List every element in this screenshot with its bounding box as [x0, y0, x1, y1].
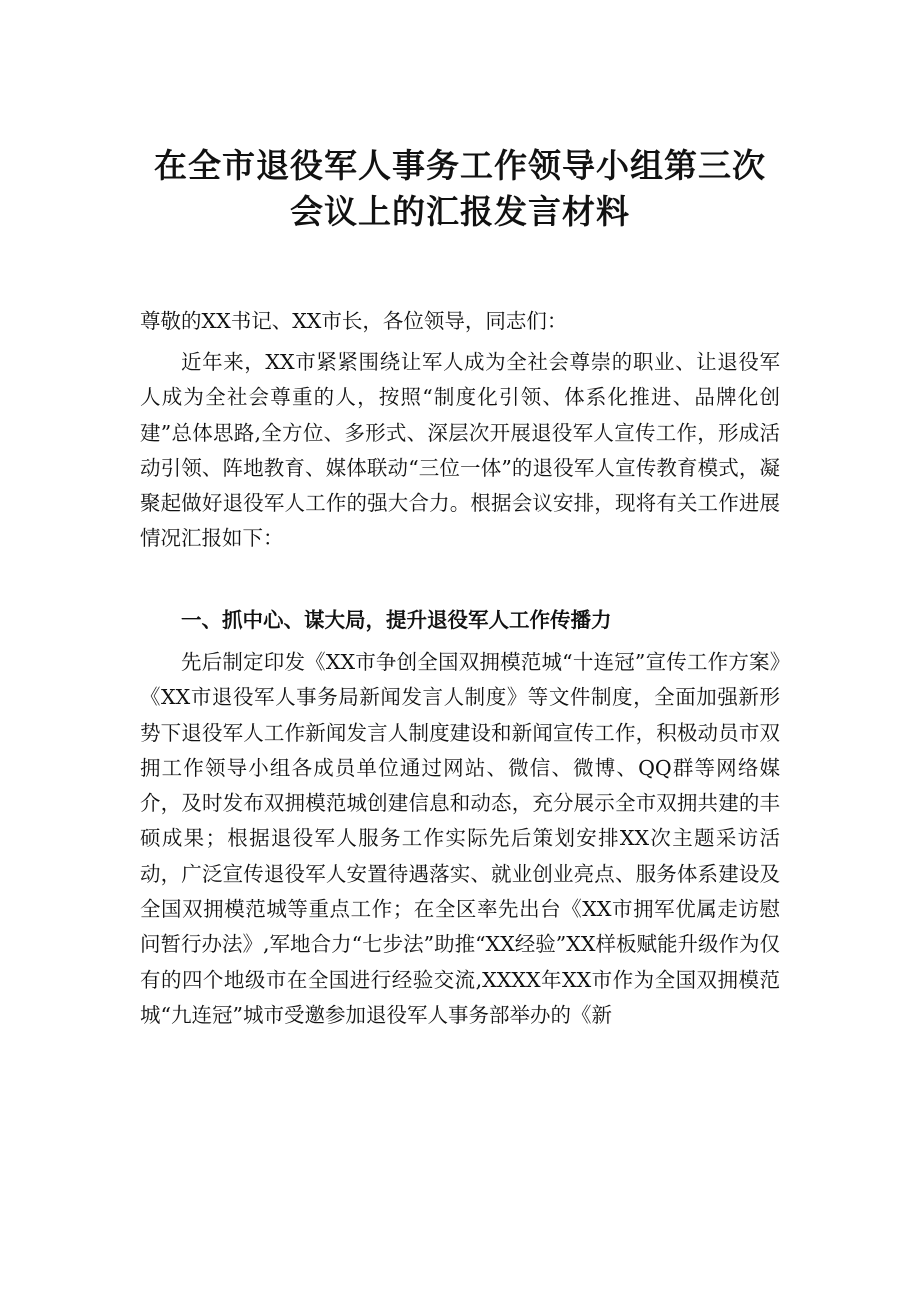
- document-title-line2: 会议上的汇报发言材料: [290, 192, 630, 231]
- salutation: 尊敬的XX书记、XX市长，各位领导，同志们：: [140, 309, 568, 333]
- paragraph-intro: 近年来，XX市紧紧围绕让军人成为全社会尊崇的职业、让退役军人成为全社会尊重的人，按照“制度化引领、体系化推进、品牌化创建”总体思路,全方位、多形式、深层次开展退役军人宣传工作，形成活动引领、阵地教育、媒体联动“三位一体”的退役军人宣传教育模式，凝聚起做好退役军人工作的强大合力。根据会议安排，现将有关工作进展情况汇报如下：: [140, 350, 780, 551]
- section-heading-1: 一、抓中心、谋大局，提升退役军人工作传播力: [181, 608, 612, 632]
- paragraph-section-1: 先后制定印发《XX市争创全国双拥模范城“十连冠”宣传工作方案》《XX市退役军人事务局新闻发言人制度》等文件制度，全面加强新形势下退役军人工作新闻发言人制度建设和新闻宣传工作，积极动员市双拥工作领导小组各成员单位通过网站、微信、微博、QQ群等网络媒介，及时发布双拥模范城创建信息和动态，充分展示全市双拥共建的丰硕成果；根据退役军人服务工作实际先后策划安排XX次主题采访活动，广泛宣传退役军人安置待遇落实、就业创业亮点、服务体系建设及全国双拥模范城等重点工作；在全区率先出台《XX市拥军优属走访慰问暂行办法》,军地合力“七步法”助推“XX经验”XX样板赋能升级作为仅有的四个地级市在全国进行经验交流,XXXX年XX市作为全国双拥模范城“九连冠”城市受邀参加退役军人事务部举办的《新: [140, 650, 780, 1027]
- document-title-line1: 在全市退役军人事务工作领导小组第三次: [154, 146, 766, 185]
